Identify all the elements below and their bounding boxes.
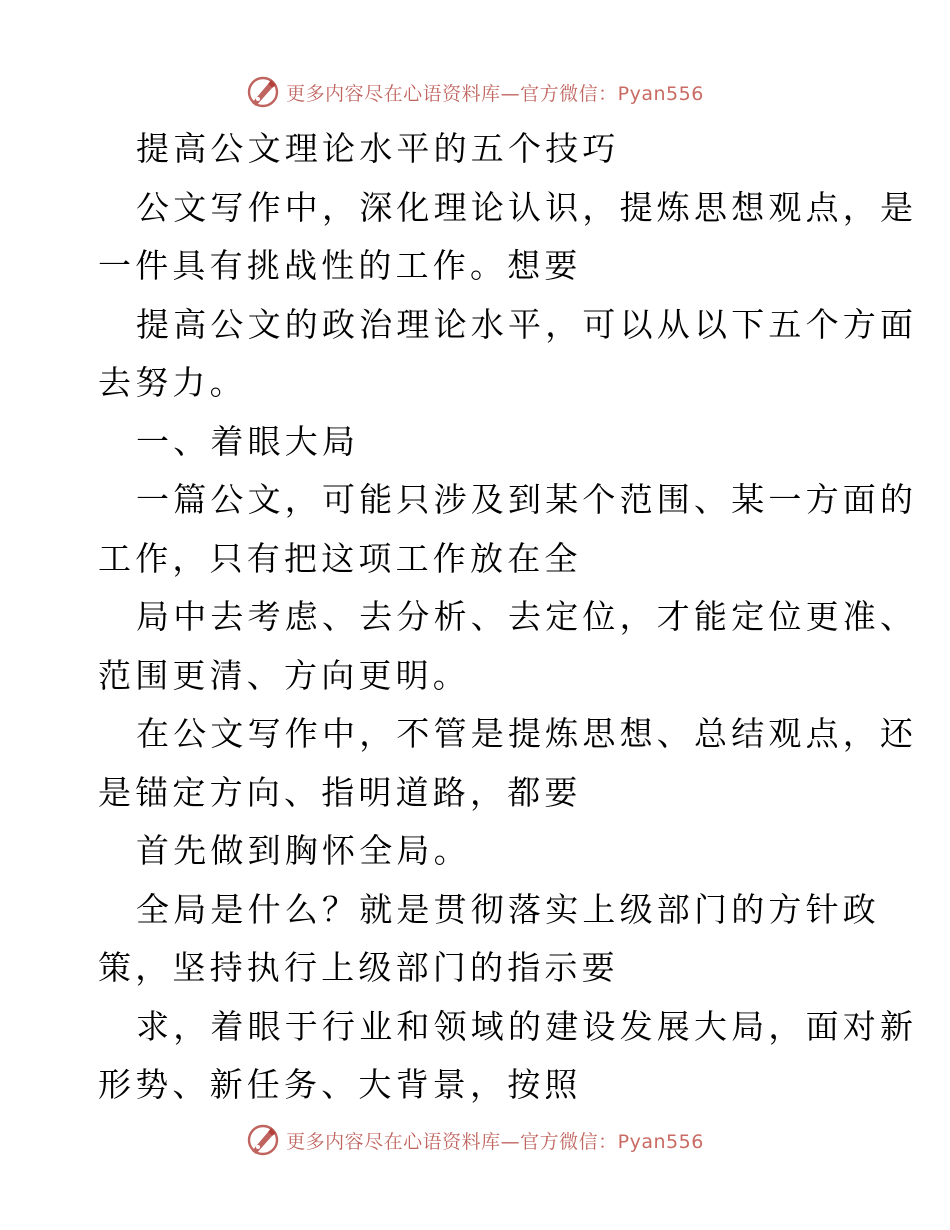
watermark-text: 更多内容尽在心语资料库—官方微信：Pyan556	[286, 1130, 704, 1153]
text-line: 在公文写作中，不管是提炼思想、总结观点，还	[136, 714, 918, 753]
document-title: 提高公文理论水平的五个技巧	[136, 129, 620, 168]
text-line: 形势、新任务、大背景，按照	[98, 1065, 582, 1104]
text-line: 工作，只有把这项工作放在全	[98, 538, 582, 578]
text-line: 去努力。	[98, 363, 247, 402]
text-line: 策，坚持执行上级部门的指示要	[98, 948, 619, 987]
text-line: 全局是什么？就是贯彻落实上级部门的方针政	[136, 889, 880, 929]
text-line: 求，着眼于行业和领域的建设发展大局，面对新	[136, 1006, 918, 1046]
watermark-text: 更多内容尽在心语资料库—官方微信：Pyan556	[286, 82, 704, 105]
footer-watermark	[0, 1120, 950, 1160]
document-body	[98, 120, 918, 1115]
text-line: 是锚定方向、指明道路，都要	[98, 772, 582, 812]
text-line: 局中去考虑、去分析、去定位，才能定位更准、	[136, 597, 918, 636]
text-line: 一篇公文，可能只涉及到某个范围、某一方面的	[136, 480, 918, 519]
pen-circle-icon	[246, 1123, 280, 1157]
text-line: 范围更清、方向更明。	[98, 655, 470, 695]
text-line: 一件具有挑战性的工作。想要	[98, 246, 582, 285]
text-line: 公文写作中，深化理论认识，提炼思想观点，是	[136, 187, 918, 227]
text-line: 提高公文的政治理论水平，可以从以下五个方面	[136, 304, 918, 344]
pen-circle-icon	[246, 75, 280, 109]
text-line: 首先做到胸怀全局。	[136, 831, 471, 870]
header-watermark	[0, 72, 950, 112]
section-heading: 一、着眼大局	[136, 421, 360, 461]
